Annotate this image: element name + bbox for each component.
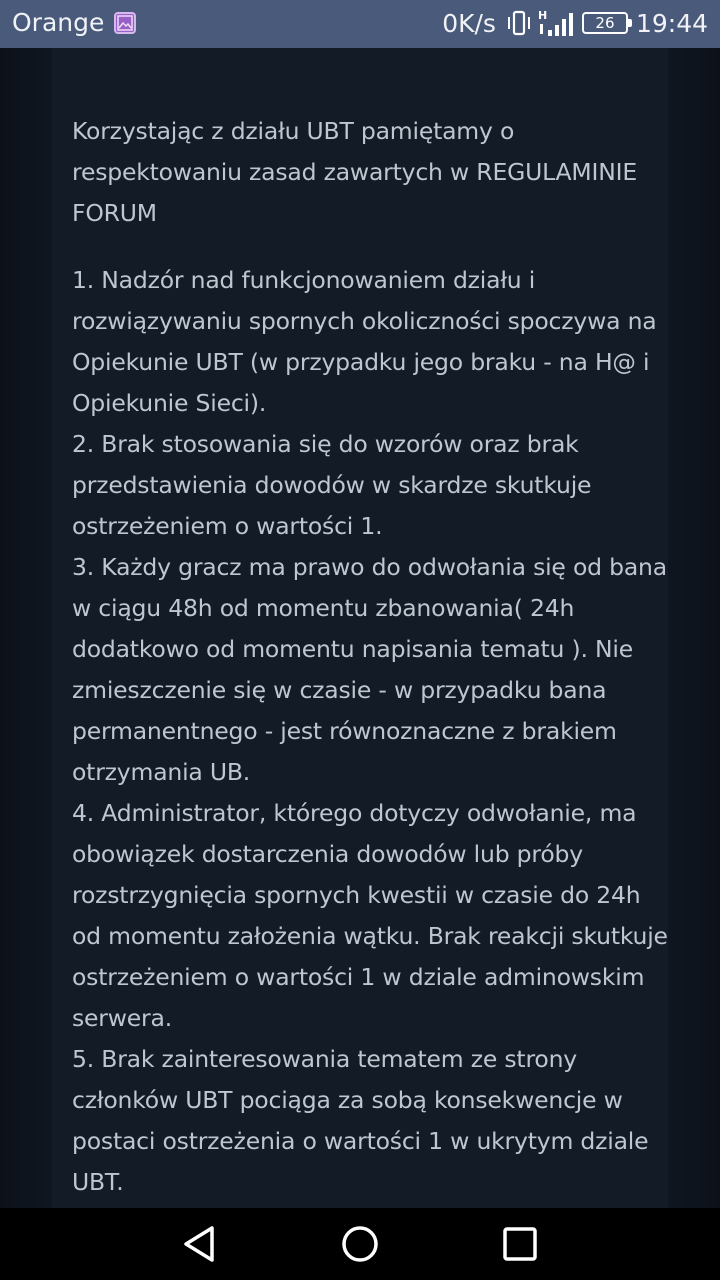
signal-icon — [538, 8, 574, 38]
battery-level: 26 — [595, 14, 615, 32]
battery-icon — [582, 12, 628, 34]
network-type-label: H — [537, 9, 548, 22]
navigation-bar — [0, 1208, 720, 1280]
clock: 19:44 — [635, 8, 708, 38]
rule-item: 1. Nadzór nad funkcjonowaniem działu i rozwiązywaniu spornych okoliczności spoczywa na Opiekunie UBT (w przypadku jego braku - na H@ i Opiekunie Sieci). — [72, 266, 657, 417]
image-notification-icon — [114, 12, 136, 34]
status-bar-right — [442, 8, 708, 38]
rule-item: 3. Każdy gracz ma prawo do odwołania się od bana w ciągu 48h od momentu zbanowania( 24h dodatkowo od momentu napisania tematu ). Nie zmieszczenie się w czasie - w przypadku bana permanentnego - jest równoznaczne z brakiem otrzymania UB. — [72, 553, 667, 786]
rule-item: 5. Brak zainteresowania tematem ze strony członków UBT pociąga za sobą konsekwencje w postaci ostrzeżenia o wartości 1 w ukrytym dziale UBT. — [72, 1045, 649, 1196]
status-bar — [0, 0, 720, 48]
recents-square-icon[interactable] — [498, 1222, 542, 1266]
network-speed: 0K/s — [442, 8, 496, 38]
post-body — [72, 111, 672, 1203]
carrier-name: Orange — [12, 8, 105, 37]
rule-item: 4. Administrator, którego dotyczy odwołanie, ma obowiązek dostarczenia dowodów lub próby rozstrzygnięcia spornych kwestii w czasie do 24h od momentu założenia wątku. Brak reakcji skutkuje ostrzeżeniem o wartości 1 w dziale adminowskim serwera. — [72, 799, 668, 1032]
status-bar-left — [12, 8, 136, 37]
back-triangle-icon[interactable] — [178, 1222, 222, 1266]
post-intro: Korzystając z działu UBT pamiętamy o respektowaniu zasad zawartych w REGULAMINIE FORUM — [72, 117, 637, 227]
home-circle-icon[interactable] — [338, 1222, 382, 1266]
rule-item: 2. Brak stosowania się do wzorów oraz brak przedstawienia dowodów w skardze skutkuje ostrzeżeniem o wartości 1. — [72, 430, 592, 540]
vibrate-icon — [506, 9, 532, 37]
